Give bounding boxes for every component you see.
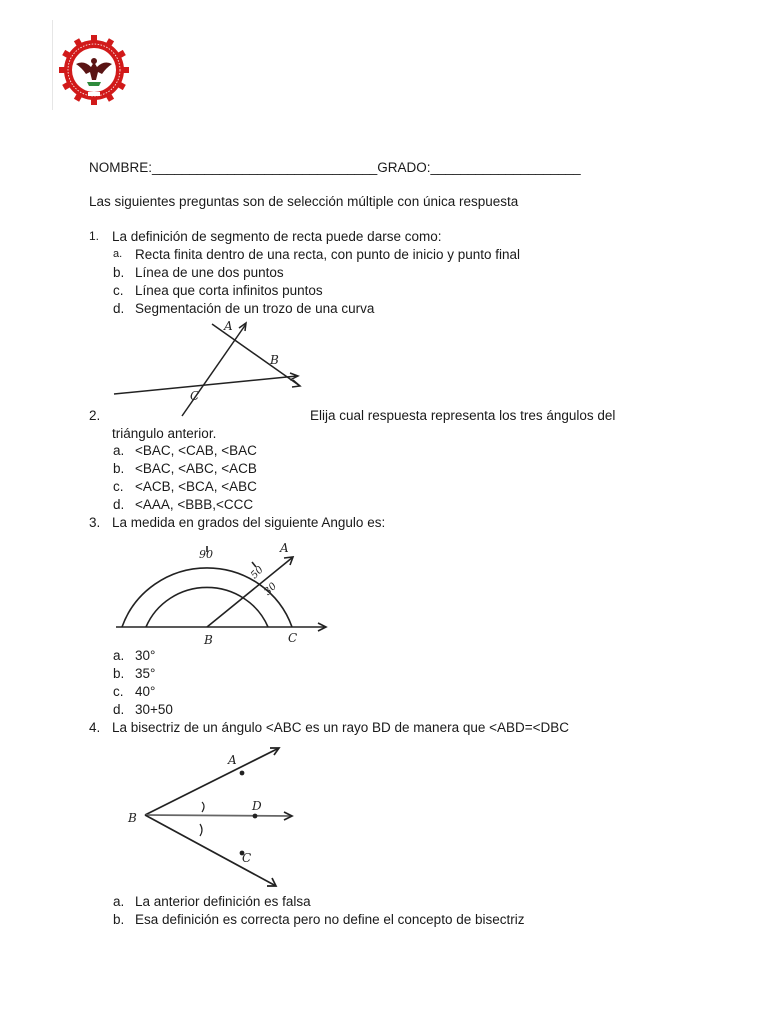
question-2-number: 2. [89, 408, 101, 423]
question-1-text: La definición de segmento de recta puede darse como: [112, 229, 442, 244]
bisector-label-b: B [128, 811, 137, 825]
option-text: 40° [135, 684, 156, 699]
question-4-number: 4. [89, 720, 101, 735]
option-text: Línea que corta infinitos puntos [135, 283, 323, 298]
protractor-label-90: 90 [199, 548, 213, 561]
option-text: <AAA, <BBB,<CCC [135, 497, 254, 512]
protractor-label-a: A [280, 541, 289, 555]
option-letter: b. [113, 666, 125, 681]
question-2-text-continued: triángulo anterior. [112, 426, 217, 441]
bisector-label-d: D [252, 799, 262, 813]
option-text: 35° [135, 666, 156, 681]
option-text: La anterior definición es falsa [135, 894, 311, 909]
option-letter: c. [113, 479, 124, 494]
protractor-label-b: B [204, 633, 213, 647]
option-text: Recta finita dentro de una recta, con punto de inicio y punto final [135, 247, 521, 262]
triangle-figure [112, 318, 308, 420]
option-text: Esa definición es correcta pero no define el concepto de bisectriz [135, 912, 525, 927]
protractor-label-50: 50 [248, 564, 266, 582]
option-letter: b. [113, 265, 125, 280]
bisector-label-a: A [228, 753, 237, 767]
option-letter: b. [113, 912, 125, 927]
question-3-number: 3. [89, 515, 101, 530]
option-letter: b. [113, 461, 125, 476]
school-crest-eagle-icon [58, 34, 130, 106]
bisector-label-c: C [242, 851, 252, 865]
option-text: Línea de une dos puntos [135, 265, 284, 280]
option-letter: a. [113, 443, 125, 458]
protractor-figure [116, 532, 336, 647]
option-letter: c. [113, 684, 124, 699]
option-letter: d. [113, 301, 125, 316]
option-text: Segmentación de un trozo de una curva [135, 301, 375, 316]
name-grade-line: NOMBRE:______________________________GRADO:____________________ [89, 160, 581, 175]
question-3-text: La medida en grados del siguiente Angulo es: [112, 515, 386, 530]
question-1-number: 1. [89, 229, 100, 243]
option-letter: a. [113, 648, 125, 663]
option-text: 30+50 [135, 702, 173, 717]
question-4-text: La bisectriz de un ángulo <ABC es un rayo BD de manera que <ABD=<DBC [112, 720, 570, 735]
question-2-text: Elija cual respuesta representa los tres ángulos del [310, 408, 616, 423]
option-letter: c. [113, 283, 124, 298]
protractor-label-30: 30 [262, 580, 280, 598]
option-text: <BAC, <ABC, <ACB [135, 461, 257, 476]
option-text: <BAC, <CAB, <BAC [135, 443, 257, 458]
protractor-label-c: C [288, 631, 298, 645]
option-text: 30° [135, 648, 156, 663]
option-letter: a. [113, 894, 125, 909]
option-letter: d. [113, 702, 125, 717]
triangle-label-c: C [190, 389, 200, 403]
option-letter: a. [113, 248, 123, 260]
option-text: <ACB, <BCA, <ABC [135, 479, 257, 494]
bisector-figure [124, 740, 310, 892]
instructions-text: Las siguientes preguntas son de selección múltiple con única respuesta [89, 194, 519, 209]
option-letter: d. [113, 497, 125, 512]
page-edge-line [52, 20, 53, 110]
triangle-label-b: B [270, 353, 279, 367]
triangle-label-a: A [224, 319, 233, 333]
